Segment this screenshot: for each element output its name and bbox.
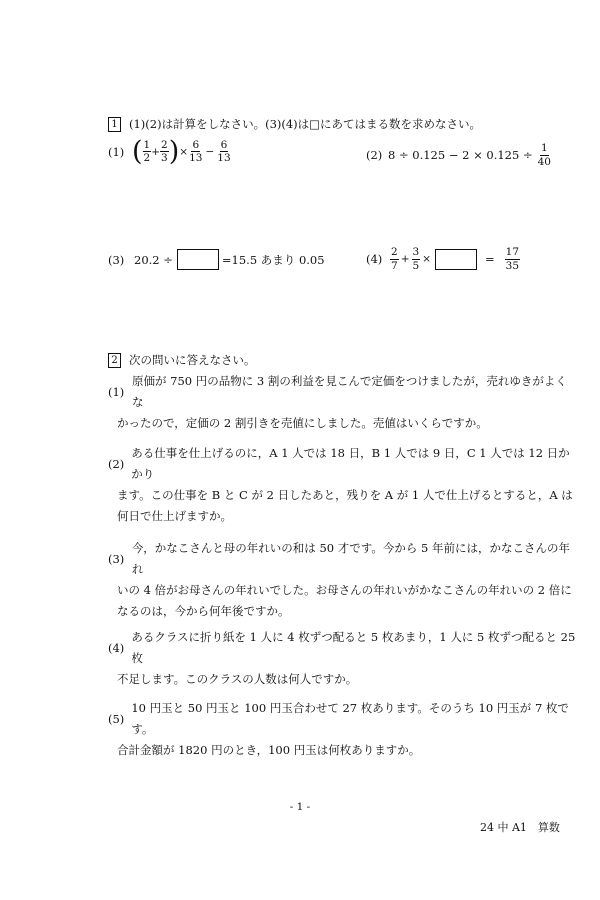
question-label: (3) <box>108 551 125 566</box>
fraction: $\frac{17}{35}$ <box>505 246 520 272</box>
fraction: $\frac{1}{40}$ <box>537 142 551 168</box>
operator-times: × <box>422 253 431 265</box>
exam-code: 24 中 A1 算数 <box>480 821 560 834</box>
question-text: かったので，定価の 2 割引きを売値にしました。売値はいくらですか。 <box>117 416 488 430</box>
problem-label: (4) <box>366 252 383 266</box>
question-label: (4) <box>108 640 125 655</box>
question-label: (5) <box>108 711 125 726</box>
expression-suffix: =15.5 あまり 0.05 <box>221 252 325 267</box>
question-text: 不足します。このクラスの人数は何人ですか。 <box>117 672 358 686</box>
problem-1-2 <box>366 143 552 167</box>
operator-times: × <box>179 145 189 158</box>
answer-box[interactable] <box>435 249 477 270</box>
fraction: $\frac{6}{13}$ <box>189 138 203 164</box>
right-paren: ) <box>168 136 180 167</box>
question-2-5 <box>108 698 578 761</box>
section-2-number: 2 <box>108 353 121 368</box>
expression: 8 ÷ 0.125 − 2 × 0.125 ÷ <box>388 148 533 162</box>
operator-plus: + <box>400 253 410 265</box>
fraction: $\frac{2}{7}$ <box>391 246 398 272</box>
expression-prefix: 20.2 ÷ <box>134 252 173 267</box>
question-text: 10 円玉と 50 円玉と 100 円玉合わせて 27 枚あります。そのうち 10 円玉が 7 枚です。 <box>131 701 569 736</box>
operator-plus: + <box>151 145 161 158</box>
section-2-instruction: 次の問いに答えなさい。 <box>129 353 256 367</box>
answer-box[interactable] <box>177 249 219 270</box>
fraction: $\frac{3}{5}$ <box>412 246 420 272</box>
problem-label: (3) <box>108 252 125 267</box>
question-2-3 <box>108 538 578 622</box>
question-label: (2) <box>108 456 125 471</box>
left-paren: ( <box>132 136 143 167</box>
section-1-number: 1 <box>108 117 121 132</box>
question-text: なるのは，今から何年後ですか。 <box>117 604 290 618</box>
fraction: $\frac{6}{13}$ <box>217 138 231 164</box>
problem-label: (2) <box>366 148 383 162</box>
question-text: 今，かなこさんと母の年れいの和は 50 才です。今から 5 年前には，かなこさんの年れ <box>131 541 570 576</box>
page-number: - 1 - <box>289 801 311 813</box>
problem-1-1 <box>108 138 232 165</box>
question-2-4 <box>108 627 578 690</box>
question-text: 何日で仕上げますか。 <box>117 509 232 523</box>
problem-1-4 <box>366 247 520 271</box>
fraction: $\frac{2}{3}$ <box>161 138 168 164</box>
question-2-1 <box>108 371 578 434</box>
operator-equals: = <box>485 252 495 266</box>
section-1-header <box>108 114 481 135</box>
question-text: 合計金額が 1820 円のとき，100 円玉は何枚ありますか。 <box>117 743 421 757</box>
question-text: いの 4 倍がお母さんの年れいでした。お母さんの年れいがかなこさんの年れいの 2 倍に <box>117 583 572 597</box>
question-text: ある仕事を仕上げるのに，A 1 人では 18 日，B 1 人では 9 日，C 1 人では 12 日かかり <box>131 446 570 481</box>
question-2-2 <box>108 443 578 527</box>
section-1-instruction: (1)(2)は計算をしなさい。(3)(4)は□にあてはまる数を求めなさい。 <box>129 117 482 131</box>
question-label: (1) <box>108 384 125 399</box>
question-text: 原価が 750 円の品物に 3 割の利益を見こんで定価をつけましたが，売れゆきがよくな <box>131 374 567 409</box>
question-text: ます。この仕事を B と C が 2 日したあと，残りを A が 1 人で仕上げるとすると，A は <box>117 488 573 502</box>
fraction: $\frac{1}{2}$ <box>143 138 151 164</box>
problem-1-3 <box>108 249 325 270</box>
question-text: あるクラスに折り紙を 1 人に 4 枚ずつ配ると 5 枚あまり，1 人に 5 枚ずつ配ると 25 枚 <box>131 630 576 665</box>
operator-minus: − <box>205 145 215 158</box>
problem-label: (1) <box>108 144 125 159</box>
section-2-header <box>108 350 256 371</box>
